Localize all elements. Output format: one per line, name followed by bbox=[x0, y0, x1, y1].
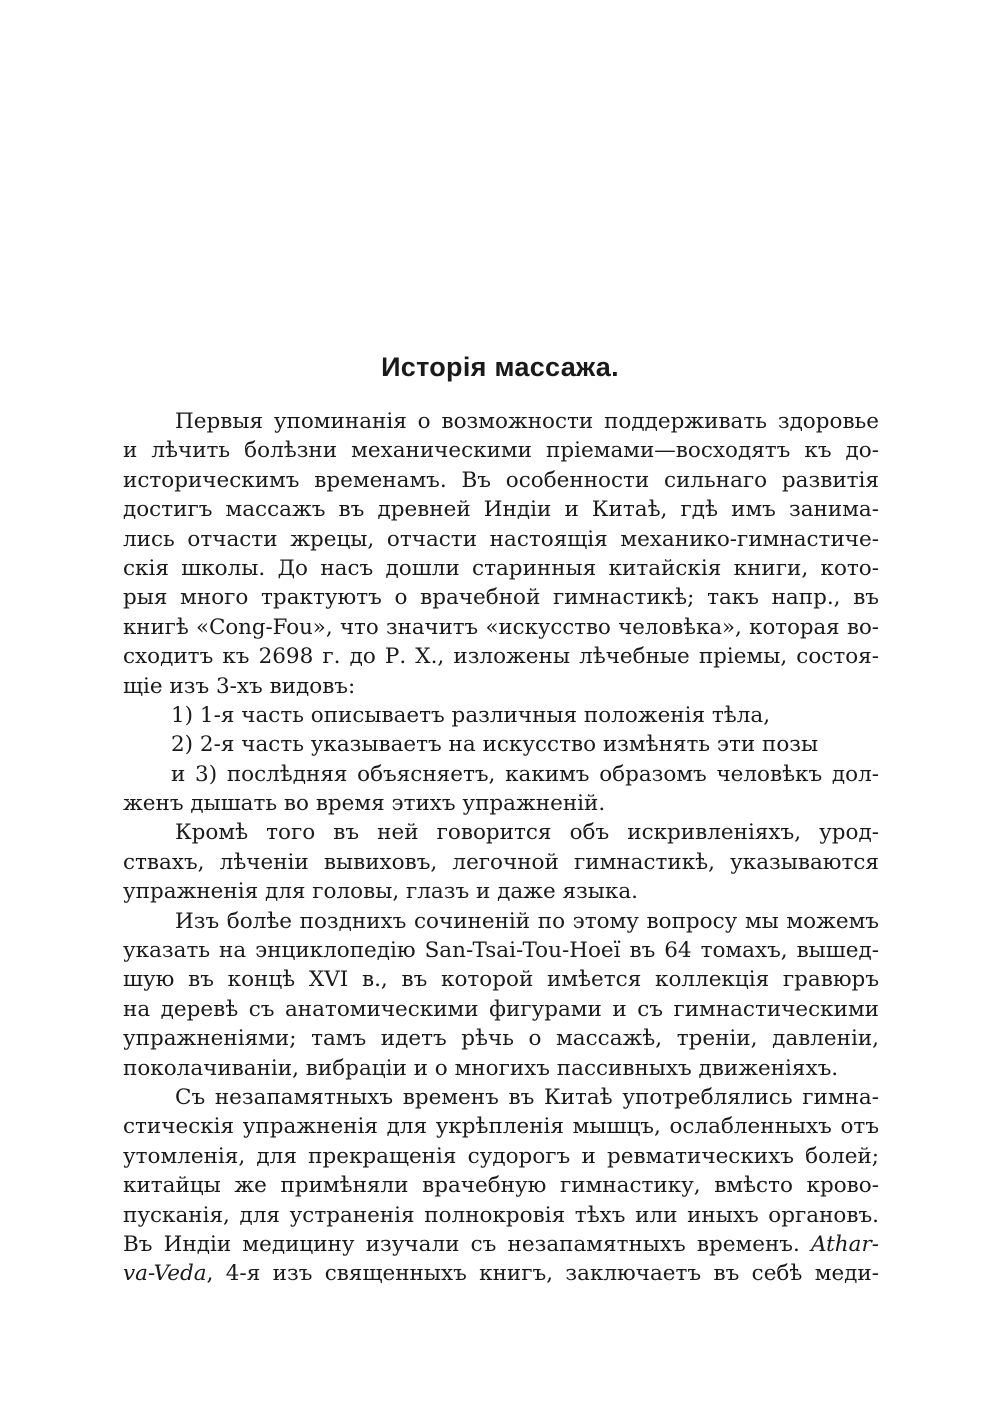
text-line: Первыя упоминанія о возможности поддерживать здоровье bbox=[175, 409, 879, 434]
text-line: лись отчасти жрецы, отчасти настоящія механико-гимнастиче- bbox=[123, 526, 879, 552]
text-line: Изъ болѣе позднихъ сочиненій по этому вопросу мы можемъ bbox=[175, 908, 879, 934]
page-title: Исторія массажа. bbox=[381, 352, 619, 382]
list-item: 1) 1-я часть описываетъ различныя положенія тѣла, bbox=[171, 702, 771, 728]
text-line bbox=[123, 1230, 879, 1259]
text-line: утомленія, для прекращенія судорогъ и ревматическихъ болей; bbox=[123, 1143, 879, 1169]
text-line: ствахъ, лѣченіи вывиховъ, легочной гимнастикѣ, указываются bbox=[123, 849, 879, 875]
text-line: сходитъ къ 2698 г. до Р. Х., изложены лѣчебные пріемы, состоя- bbox=[123, 644, 879, 670]
text-line bbox=[123, 1259, 879, 1288]
text-line: достигъ массажъ въ древней Индіи и Китаѣ, гдѣ имъ занима- bbox=[123, 497, 879, 523]
text-line: историческимъ временамъ. Въ особенности сильнаго развитія bbox=[123, 467, 879, 493]
text-line: упражненіями; тамъ идетъ рѣчь о массажѣ, треніи, давленіи, bbox=[123, 1026, 879, 1052]
text-line: шую въ концѣ XVI в., въ которой имѣется коллекція гравюръ bbox=[123, 967, 879, 993]
text-fragment: Въ Индіи медицину изучали съ незапамятныхъ временъ. bbox=[123, 1231, 800, 1257]
text-line: Кромѣ того въ ней говорится объ искривленіяхъ, урод- bbox=[175, 820, 879, 846]
text-line: книгѣ «Cong-Fou», что значитъ «искусство человѣка», которая во- bbox=[123, 614, 879, 640]
text-line: пусканія, для устраненія полнокровія тѣхъ или иныхъ органовъ. bbox=[123, 1202, 879, 1228]
text-line: упражненія для головы, глазъ и даже языка. bbox=[123, 879, 639, 905]
text-line: стическія упражненія для укрѣпленія мышцъ, ослабленныхъ отъ bbox=[123, 1114, 879, 1140]
list-item: 2) 2-я часть указываетъ на искусство измѣнять эти позы bbox=[171, 732, 819, 758]
text-line: щіе изъ 3-хъ видовъ: bbox=[123, 673, 356, 699]
italic-title-fragment: Athar- bbox=[811, 1231, 879, 1257]
text-line: Съ незапамятныхъ временъ въ Китаѣ употреблялись гимна- bbox=[175, 1084, 879, 1110]
italic-title-fragment: va-Veda bbox=[123, 1261, 207, 1287]
text-line: китайцы же примѣняли врачебную гимнастику, вмѣсто крово- bbox=[123, 1173, 879, 1199]
text-line: женъ дышать во время этихъ упражненій. bbox=[123, 791, 606, 817]
text-line: скія школы. До насъ дошли старинныя китайскія книги, кото- bbox=[123, 555, 879, 581]
text-line: указать на энциклопедію San-Tsai-Tou-Hoeï въ 64 томахъ, вышед- bbox=[123, 938, 879, 964]
text-line: и лѣчить болѣзни механическими пріемами—восходятъ къ до- bbox=[123, 438, 879, 464]
text-line: поколачиваніи, вибраціи и о многихъ пассивныхъ движеніяхъ. bbox=[123, 1055, 839, 1081]
text-fragment: , 4-я изъ священныхъ книгъ, заключаетъ въ себѣ меди- bbox=[206, 1261, 879, 1287]
list-item: и 3) послѣдняя объясняетъ, какимъ образомъ человѣкъ дол- bbox=[171, 761, 879, 787]
main-text bbox=[123, 407, 879, 1289]
text-line: рыя много трактуютъ о врачебной гимнастикѣ; такъ напр., въ bbox=[123, 585, 879, 611]
text-line: на деревѣ съ анатомическими фигурами и съ гимнастическими bbox=[123, 996, 879, 1022]
